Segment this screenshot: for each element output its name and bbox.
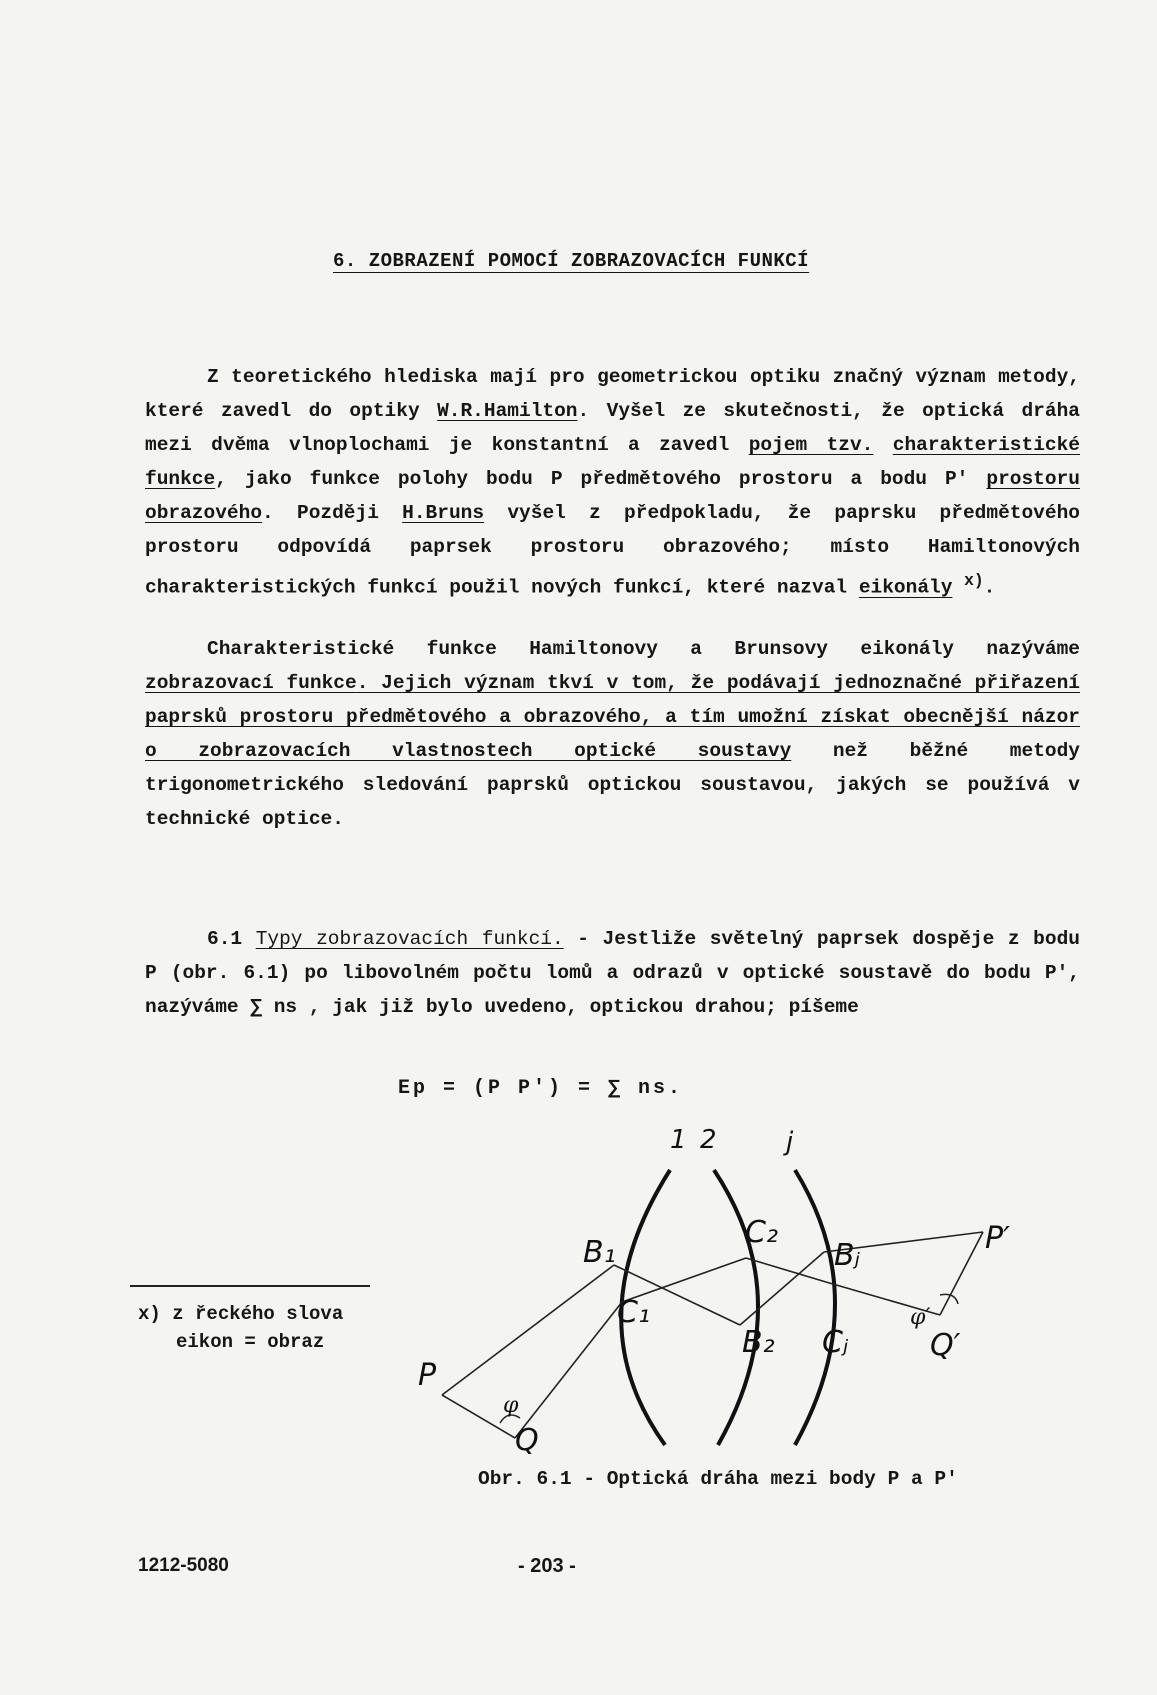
label-C2: C₂ (745, 1215, 778, 1250)
text-segment: . (983, 576, 996, 599)
image-space-term: prostoru obrazového (145, 468, 1080, 524)
footnote-mark: x) (964, 571, 984, 590)
footnote-line: x) z řeckého slova (138, 1303, 344, 1325)
label-P: P (418, 1358, 437, 1393)
label-P-prime: P′ (985, 1221, 1010, 1256)
label-B1: B₁ (583, 1235, 616, 1270)
text-segment: . Později (262, 502, 403, 524)
label-C1: C₁ (617, 1295, 650, 1330)
section-subtitle: Typy zobrazovacích funkcí. (255, 928, 564, 950)
eikonaly-term: eikonály (858, 576, 953, 599)
figure-caption: Obr. 6.1 - Optická dráha mezi body P a P′ (478, 1468, 958, 1490)
label-surface-1: 1 (670, 1125, 687, 1155)
text-segment: než běžné metody trigonometrického sledování paprsků optickou soustavou, jakých se používá v technické optice. (145, 740, 1081, 830)
text-segment: vyšel z předpokladu, že paprsku předmětového prostoru odpovídá paprsek prostoru obrazového; místo Hamiltonových charakteristických funkcí použil nových funkcí, které nazval (145, 502, 1080, 599)
pojem-term: pojem tzv. (748, 434, 874, 456)
underlined-text-segment: . Jejich význam tkví v tom, že podávají jednoznačné přiřazení paprsků prostoru předmětového a obrazového, a tím umožní získat obecnější názor o zobrazovacích vlastnostech optické soustavy (145, 672, 1080, 762)
surface-2 (714, 1170, 758, 1445)
optical-path-formula: Ep = (P P′) = ∑ ns. (398, 1077, 684, 1100)
text-segment: Z teoretického hlediska mají pro geometrickou optiku značný význam metody, které zavedl do optiky (145, 366, 1080, 422)
label-Cj: Cⱼ (822, 1325, 849, 1360)
chapter-title: 6. ZOBRAZENÍ POMOCÍ ZOBRAZOVACÍCH FUNKCÍ (333, 250, 810, 272)
text-segment: Charakteristické funkce Hamiltonovy a Brunsovy eikonály nazýváme (207, 638, 1080, 660)
label-Q-prime: Q′ (930, 1328, 961, 1363)
label-Bj: Bⱼ (834, 1238, 860, 1273)
page-number: - 203 - (518, 1555, 576, 1577)
label-surface-j: j (786, 1127, 794, 1157)
text-segment: - Jestliže světelný paprsek dospěje z bodu P (obr. 6.1) po libovolném počtu lomů a odrazů v optické soustavě do bodu P′, nazýváme ∑ ns , jak již bylo uvedeno, optickou drahou; píšeme (145, 928, 1080, 1018)
label-B2: B₂ (742, 1325, 775, 1360)
text-segment: . Vyšel ze skutečnosti, že optická dráha mezi dvěma vlnoplochami je konstantní a zavedl (145, 400, 1080, 456)
label-surface-2: 2 (700, 1125, 717, 1155)
text-segment: , jako funkce polohy bodu P předmětového prostoru a bodu P′ (215, 468, 987, 490)
label-phi: φ (503, 1393, 519, 1418)
characteristic-function-term: charakteristické funkce (145, 434, 1080, 490)
label-Q: Q (515, 1423, 539, 1458)
document-number: 1212-5080 (138, 1555, 229, 1576)
surface-j (795, 1170, 835, 1445)
section-number: 6.1 (207, 928, 243, 950)
label-phi-prime: φ′ (910, 1305, 931, 1330)
footnote-line: eikon = obraz (176, 1331, 325, 1353)
hamilton-name: W.R.Hamilton (437, 400, 578, 422)
ray-lines (442, 1232, 983, 1438)
bruns-name: H.Bruns (402, 502, 485, 524)
imaging-function-term: zobrazovací funkce (145, 672, 357, 694)
